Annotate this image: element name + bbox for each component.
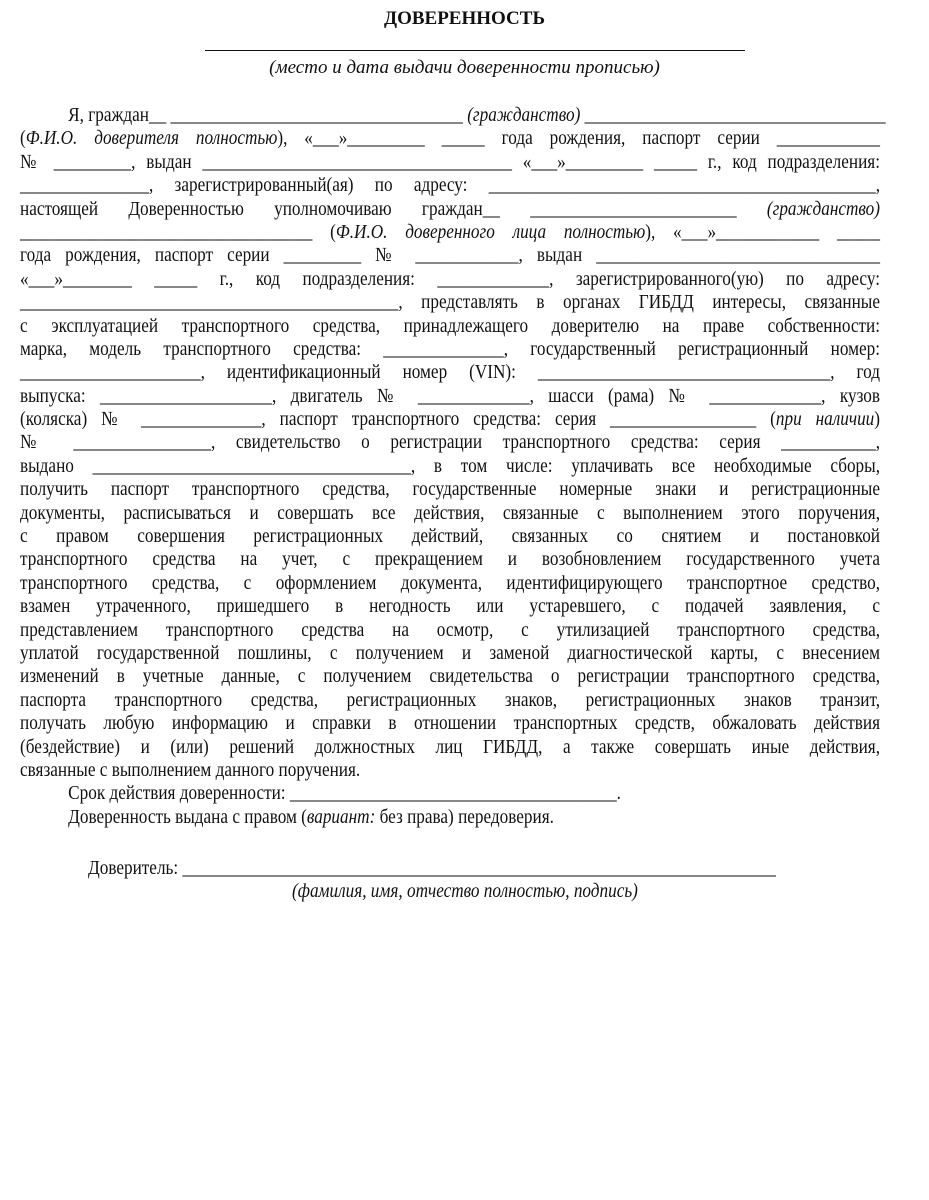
text-segment: связанные с выполнением данного поручения. <box>20 758 361 781</box>
text-segment: Срок действия доверенности: ______________________________________. <box>68 782 621 805</box>
text-segment: выпуска: ____________________, двигатель № _____________, шасси (рама) № _____________, кузов <box>20 384 880 407</box>
text-line <box>20 642 880 665</box>
text-segment: (бездействие) и (или) решений должностных лиц ГИБДД, а также совершать иные действия, <box>20 735 880 758</box>
text-segment: без права) передоверия. <box>375 805 554 828</box>
text-line <box>20 806 880 829</box>
text-segment: ) <box>874 408 881 431</box>
text-line <box>20 127 880 150</box>
text-segment: «___»________ _____ г., код подразделения: _____________, зарегистрированного(ую) по адресу: <box>20 267 880 290</box>
text-segment: Доверенность выдана с правом ( <box>68 805 307 828</box>
text-segment: взамен утраченного, пришедшего в негодность или устаревшего, с подачей заявления, с <box>20 595 880 618</box>
text-segment: года рождения, паспорт серии _________ № ____________, выдан _________________________________ <box>20 244 880 267</box>
text-segment: марка, модель транспортного средства: ______________, государственный регистрационный номер: <box>20 337 880 360</box>
place-date-blank <box>205 50 745 51</box>
text-segment: № _________, выдан ____________________________________ «___»_________ _____ г., код подразделения: <box>20 150 880 173</box>
text-line <box>20 525 880 548</box>
text-line <box>20 151 880 174</box>
text-line <box>20 104 886 127</box>
text-line <box>20 689 880 712</box>
text-segment: паспорта транспортного средства, регистрационных знаков, регистрационных знаков транзит, <box>20 688 880 711</box>
text-line <box>20 431 880 454</box>
text-segment: ___________________________________ <box>580 104 886 126</box>
text-segment: с правом совершения регистрационных действий, связанных со снятием и постановкой <box>20 525 880 548</box>
text-segment: __________________________________ ( <box>20 220 336 243</box>
text-segment: транспортного средства, с оформлением документа, идентифицирующего транспортное средство, <box>20 571 880 594</box>
text-line <box>20 198 880 221</box>
text-line <box>20 712 880 735</box>
text-segment: изменений в учетные данные, с получением свидетельства о регистрации транспортного средства, <box>20 665 880 688</box>
text-line <box>20 338 880 361</box>
italic-note: (гражданство) <box>766 197 880 220</box>
signature-caption: (фамилия, имя, отчество полностью, подпись) <box>292 880 638 902</box>
text-segment: ), «___»_________ _____ года рождения, паспорт серии ____________ <box>277 127 880 150</box>
text-line <box>20 782 880 805</box>
text-line <box>20 665 880 688</box>
text-segment: № ________________, свидетельство о регистрации транспортного средства: серия ___________, <box>20 431 880 454</box>
text-segment: получить паспорт транспортного средства, государственные номерные знаки и регистрационные <box>20 478 880 501</box>
signature-line: Доверитель: _____________________________________________________________________ <box>88 857 776 879</box>
text-segment: настоящей Доверенностью уполномочиваю граждан__ ________________________ <box>20 197 767 220</box>
text-line <box>20 455 880 478</box>
text-line <box>20 174 880 197</box>
text-line <box>20 221 880 244</box>
document-title: ДОВЕРЕННОСТЬ <box>384 8 545 29</box>
text-segment: представлением транспортного средства на осмотр, с утилизацией транспортного средства, <box>20 618 880 641</box>
text-segment: выдано _____________________________________, в том числе: уплачивать все необходимые сборы, <box>20 454 880 477</box>
text-segment: документы, расписываться и совершать все действия, связанные с выполнением этого поручения, <box>20 501 880 524</box>
text-line <box>20 291 880 314</box>
text-line <box>20 572 880 595</box>
text-line <box>20 315 880 338</box>
text-line <box>20 408 880 431</box>
text-segment: уплатой государственной пошлины, с получением и заменой диагностической карты, с внесением <box>20 641 880 664</box>
place-date-caption: (место и дата выдачи доверенности прописью) <box>269 57 660 78</box>
text-segment: ( <box>20 127 26 150</box>
italic-note: вариант: <box>306 805 376 828</box>
text-line <box>20 759 880 782</box>
text-segment: Я, граждан__ __________________________________ <box>68 104 468 126</box>
text-segment: с эксплуатацией транспортного средства, принадлежащего доверителю на праве собственности: <box>20 314 880 337</box>
text-segment: _______________, зарегистрированный(ая) по адресу: _____________________________________________, <box>20 174 880 197</box>
text-line <box>20 548 880 571</box>
text-segment: транспортного средства на учет, с прекращением и возобновлением государственного учета <box>20 548 880 571</box>
text-line <box>20 385 880 408</box>
italic-note: Ф.И.О. доверенного лица полностью <box>335 220 646 243</box>
text-line <box>20 244 880 267</box>
text-segment: получать любую информацию и справки в отношении транспортных средств, обжаловать действия <box>20 712 880 735</box>
text-segment: (коляска) № ______________, паспорт транспортного средства: серия _________________ ( <box>20 408 776 431</box>
text-line <box>20 595 880 618</box>
document-body <box>20 104 886 829</box>
text-line <box>20 478 880 501</box>
italic-note: Ф.И.О. доверителя полностью <box>25 127 278 150</box>
text-line <box>20 736 880 759</box>
italic-note: при наличии <box>775 408 875 431</box>
text-segment: _____________________, идентификационный номер (VIN): __________________________________, год <box>20 361 880 384</box>
text-line <box>20 502 880 525</box>
text-line <box>20 619 880 642</box>
text-line <box>20 361 880 384</box>
text-segment: ____________________________________________, представлять в органах ГИБДД интересы, связанные <box>20 291 880 314</box>
text-line <box>20 268 880 291</box>
text-segment: ), «___»____________ _____ <box>645 220 880 243</box>
italic-note: (гражданство) <box>467 104 581 126</box>
